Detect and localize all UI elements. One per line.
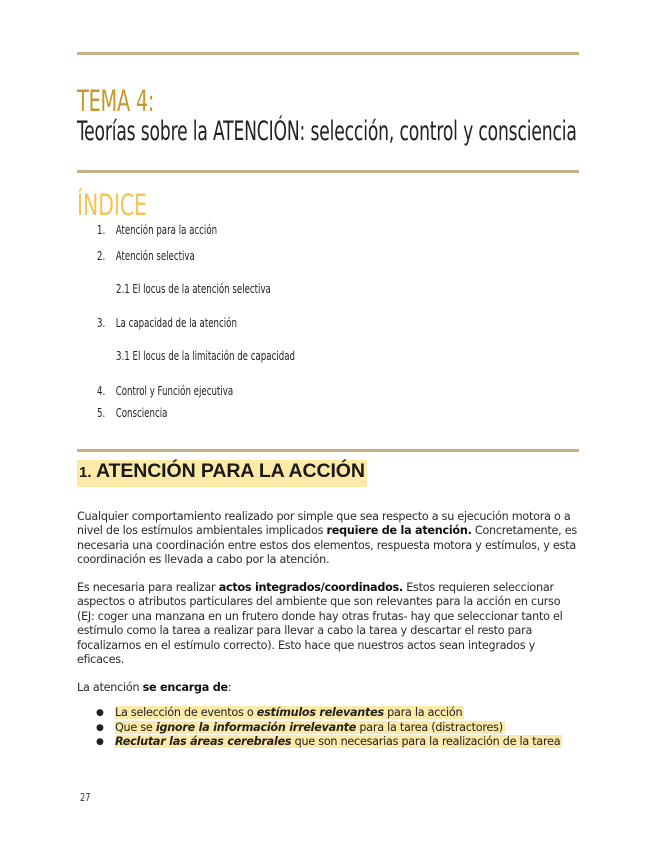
section-title: ATENCIÓN PARA LA ACCIÓN xyxy=(95,460,365,482)
tema-label: TEMA 4: xyxy=(77,84,155,118)
title-rule xyxy=(77,170,579,173)
bullet-icon: ● xyxy=(96,722,104,733)
bullet-icon: ● xyxy=(96,708,104,718)
list-item: ● La selección de eventos o estímulos relevantes para la acción xyxy=(96,706,463,719)
section-number: 1. xyxy=(79,464,92,481)
tema-title: Teorías sobre la ATENCIÓN: selección, control y consciencia xyxy=(77,116,577,147)
paragraph-1: Cualquier comportamiento realizado por simple que sea respecto a su ejecución motora o a nivel de los estímulos ambientales implicados requiere de la atención. Concretamente, es necesaria una coordinación entre estos dos elementos, respuesta motora y estímulos, y esta coordinación es llevada a cabo por la atención. xyxy=(77,510,577,567)
bullet-icon: ● xyxy=(96,737,104,747)
top-rule xyxy=(77,52,579,55)
index-item: 4. Control y Función ejecutiva xyxy=(97,384,234,398)
paragraph-3: La atención se encarga de: xyxy=(77,681,232,694)
index-title: ÍNDICE xyxy=(77,188,147,222)
index-item: 2. Atención selectiva xyxy=(97,249,195,263)
index-item: 1. Atención para la acción xyxy=(97,223,218,237)
bullet-list xyxy=(77,706,597,750)
index-subitem: 2.1 El locus de la atención selectiva xyxy=(116,282,271,296)
list-item: ● Que se ignore la información irrelevante para la tarea (distractores) xyxy=(96,720,503,734)
list-item: ● Reclutar las áreas cerebrales que son necesarias para la realización de la tarea xyxy=(96,735,561,748)
page-number: 27 xyxy=(80,791,91,804)
section-heading xyxy=(77,460,367,487)
paragraph-2: Es necesaria para realizar actos integrados/coordinados. Estos requieren seleccionar aspectos o atributos particulares del ambiente que son relevantes para la acción en curso (EJ: coger una manzana en un frutero donde hay otras frutas- hay que seleccionar tanto el estímulo como la tarea a realizar para llevar a cabo la tarea y descartar el resto para focalizarnos en el estímulo correcto). Esto hace que nuestros actos sean integrados y eficaces. xyxy=(77,581,563,667)
index-subitem: 3.1 El locus de la limitación de capacidad xyxy=(116,349,295,363)
index-item: 3. La capacidad de la atención xyxy=(97,316,237,330)
section-rule xyxy=(77,449,579,452)
index-item: 5. Consciencia xyxy=(97,406,168,420)
